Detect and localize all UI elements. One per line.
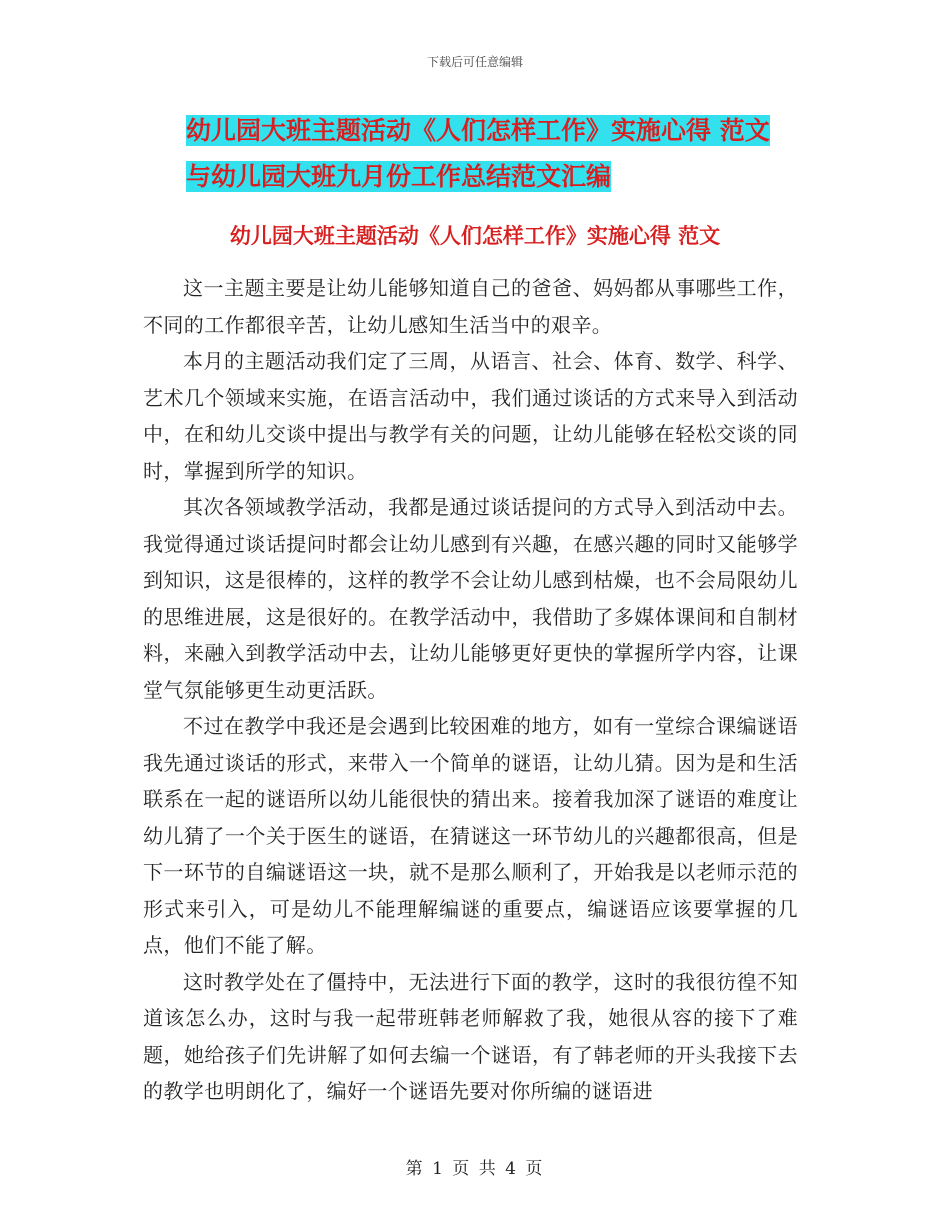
body-paragraph-5: 这时教学处在了僵持中，无法进行下面的教学，这时的我很彷徨不知道该怎么办，这时与我一起带班韩老师解救了我，她很从容的接下了难题，她给孩子们先讲解了如何去编一个谜语，有了韩老师的开头我接下去的教学也明朗化了，编好一个谜语先要对你所编的谜语进 xyxy=(143,969,798,1103)
body-paragraph-4: 不过在教学中我还是会遇到比较困难的地方，如有一堂综合课编谜语我先通过谈话的形式，来带入一个简单的谜语，让幼儿猜。因为是和生活联系在一起的谜语所以幼儿能很快的猜出来。接着我加深了谜语的难度让幼儿猜了一个关于医生的谜语，在猜谜这一环节幼儿的兴趣都很高，但是下一环节的自编谜语这一块，就不是那么顺利了，开始我是以老师示范的形式来引入，可是幼儿不能理解编谜的重要点，编谜语应该要掌握的几点，他们不能了解。 xyxy=(143,714,798,957)
page-header-note: 下载后可任意编辑 xyxy=(426,55,523,69)
document-body xyxy=(143,270,798,1110)
document-title-line2: 与幼儿园大班九月份工作总结范文汇编 xyxy=(186,162,612,191)
body-paragraph-1: 这一主题主要是让幼儿能够知道自己的爸爸、妈妈都从事哪些工作，不同的工作都很辛苦，让幼儿感知生活当中的艰辛。 xyxy=(143,276,798,337)
document-title-line1: 幼儿园大班主题活动《人们怎样工作》实施心得 范文 xyxy=(186,116,770,145)
document-title xyxy=(186,108,812,200)
body-paragraph-2: 本月的主题活动我们定了三周，从语言、社会、体育、数学、科学、艺术几个领域来实施，在语言活动中，我们通过谈话的方式来导入到活动中，在和幼儿交谈中提出与教学有关的问题，让幼儿能够在轻松交谈的同时，掌握到所学的知识。 xyxy=(143,349,798,483)
section-title: 幼儿园大班主题活动《人们怎样工作》实施心得 范文 xyxy=(229,224,721,248)
body-paragraph-3: 其次各领域教学活动，我都是通过谈话提问的方式导入到活动中去。我觉得通过谈话提问时都会让幼儿感到有兴趣，在感兴趣的同时又能够学到知识，这是很棒的，这样的教学不会让幼儿感到枯燥，也不会局限幼儿的思维进展，这是很好的。在教学活动中，我借助了多媒体课间和自制材料，来融入到教学活动中去，让幼儿能够更好更快的掌握所学内容，让课堂气氛能够更生动更活跃。 xyxy=(143,495,798,702)
page-number-footer: 第 1 页 共 4 页 xyxy=(405,1159,545,1179)
